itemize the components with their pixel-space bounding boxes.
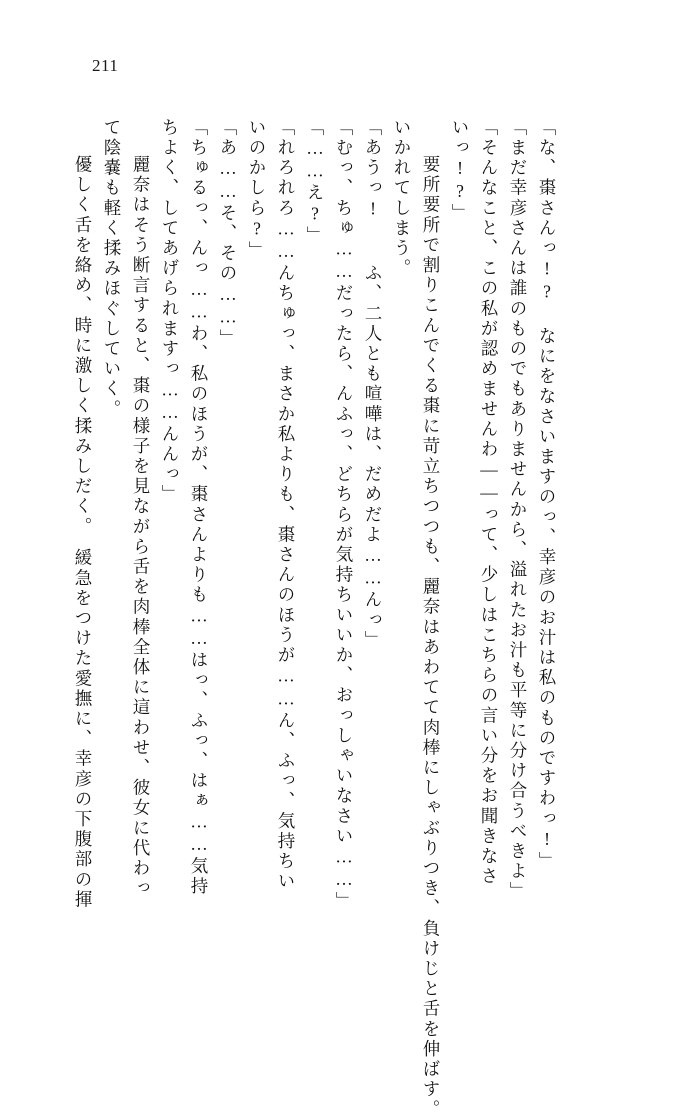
text-line: 「……え?」 <box>305 118 325 247</box>
page-number: 211 <box>92 56 119 75</box>
text-line: ちよく、してあげられますっ……んんっ」 <box>160 118 180 505</box>
text-line: 「あ……そ、その……」 <box>218 118 238 350</box>
text-line: 「そんなこと、この私が認めませんわ——って、少しはこちらの言い分をお聞きなさ <box>479 118 499 887</box>
text-line: 優しく舌を絡め、時に激しく揉みしだく。 緩急をつけた愛撫に、幸彦の下腹部の揮 <box>73 135 93 911</box>
text-line: いっ!?」 <box>450 118 470 224</box>
text-line: 麗奈はそう断言すると、棗の様子を見ながら舌を肉棒全体に這わせ、彼女に代わっ <box>131 135 151 899</box>
text-line: 「れろれろ……んちゅっ、まさか私よりも、棗さんのほうが……ん、ふっ、気持ちい <box>276 118 296 892</box>
text-line: 「まだ幸彦さんは誰のものでもありませんから、溢れたお汁も平等に分け合うべきよ」 <box>508 118 528 902</box>
text-line: いのかしら?」 <box>247 118 267 262</box>
vertical-text-block <box>62 118 622 1120</box>
text-line: て陰嚢も軽く揉みほぐしていく。 <box>102 118 122 420</box>
text-line: 「な、棗さんっ!? なにをなさいますのっ、幸彦のお汁は私のものですわっ!」 <box>537 118 557 872</box>
text-line: 「むっ、ちゅ……だったら、んふっ、どちらが気持ちいいか、おっしゃいなさい……」 <box>334 118 354 912</box>
text-line: いかれてしまう。 <box>392 118 412 279</box>
text-line: 「ちゅるっ、んっ……わ、私のほうが、棗さんよりも……はっ、ふっ、はぁ……気持 <box>189 118 209 897</box>
text-line: 要所要所で割りこんでくる棗に苛立ちつつも、麗奈はあわてて肉棒にしゃぶりつき、負けじと舌を伸ばす。 <box>421 135 441 1120</box>
text-line: 「あうっ! ふ、二人とも喧嘩は、だめだよ……んっ」 <box>363 118 383 651</box>
